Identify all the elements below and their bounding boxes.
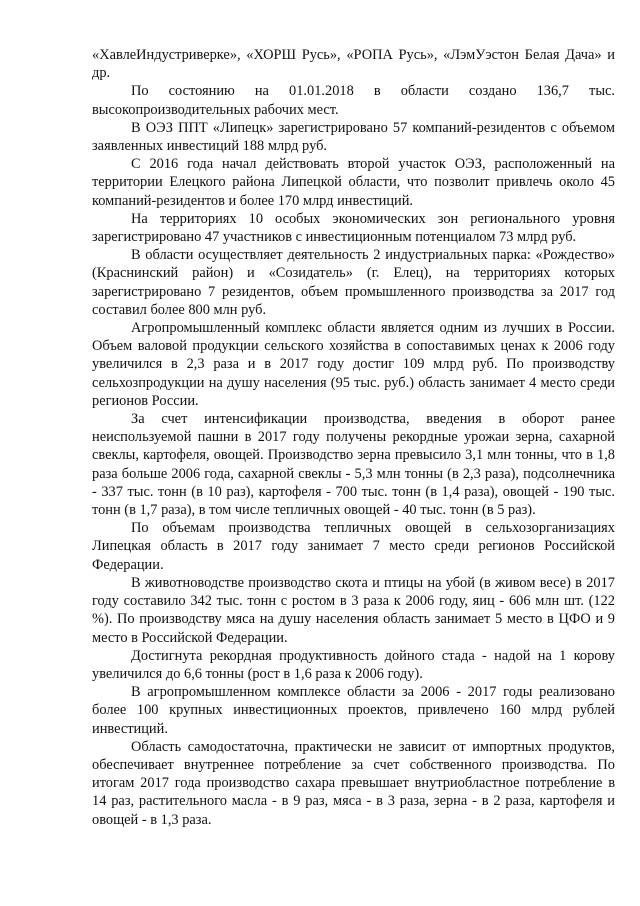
document-page <box>92 46 615 829</box>
paragraph-greenhouse-vegetables: По объемам производства тепличных овощей в сельхозорганизациях Липецкая область в 2017 году занимает 7 место среди регионов Российской Федерации. <box>92 520 615 573</box>
paragraph-jobs: По состоянию на 01.01.2018 в области создано 136,7 тыс. высокопроизводительных рабочих мест. <box>92 83 615 118</box>
paragraph-industrial-parks: В области осуществляет деятельность 2 индустриальных парка: «Рождество» (Краснинский район) и «Созидатель» (г. Елец), на территориях которых зарегистрировано 7 резидентов, объем промышленного производства за 2017 год составил более 800 млн руб. <box>92 247 615 318</box>
paragraph-residents-list: «ХавлеИндустриверке», «ХОРШ Русь», «РОПА Русь», «ЛэмУэстон Белая Дача» и др. <box>92 47 615 82</box>
paragraph-self-sufficiency: Область самодостаточна, практически не зависит от импортных продуктов, обеспечивает внутреннее потребление за счет собственного производства. По итогам 2017 года производство сахара превышает внутриобластное потребление в 14 раз, растительного масла - в 9 раз, мяса - в 3 раза, зерна - в 2 раза, картофеля и овощей - в 1,3 раза. <box>92 738 615 828</box>
paragraph-livestock: В животноводстве производство скота и птицы на убой (в живом весе) в 2017 году составило 342 тыс. тонн с ростом в 3 раза к 2006 году, яиц - 606 млн шт. (122 %). По производству мяса на душу населения область занимает 5 место в ЦФО и 9 место в Российской Федерации. <box>92 574 615 646</box>
paragraph-investment-projects: В агропромышленном комплексе области за 2006 - 2017 годы реализовано более 100 крупных инвестиционных проектов, привлечено 160 млрд рублей инвестиций. <box>92 684 615 737</box>
paragraph-oez-second-site: С 2016 года начал действовать второй участок ОЭЗ, расположенный на территории Елецкого района Липецкой области, что позволит привлечь около 45 компаний-резидентов и более 170 млрд инвестиций. <box>92 156 615 209</box>
paragraph-dairy-yield: Достигнута рекордная продуктивность дойного стада - надой на 1 корову увеличился до 6,6 тонны (рост в 1,6 раза к 2006 году). <box>92 647 615 682</box>
paragraph-harvests: За счет интенсификации производства, введения в оборот ранее неиспользуемой пашни в 2017 году получены рекордные урожаи зерна, сахарной свеклы, картофеля, овощей. Производство зерна превысило 3,1 млн тонны, что в 1,8 раза больше 2006 года, сахарной свеклы - 5,3 млн тонны (в 2,3 раза), подсолнечника - 337 тыс. тонн (в 10 раз), картофеля - 700 тыс. тонн (в 1,4 раза), овощей - 190 тыс. тонн (в 1,7 раза), в том числе тепличных овощей - 40 тыс. тонн (в 5 раз). <box>92 411 615 519</box>
paragraph-oez-lipetsk: В ОЭЗ ППТ «Липецк» зарегистрировано 57 компаний-резидентов с объемом заявленных инвестиций 188 млрд руб. <box>92 119 615 155</box>
paragraph-regional-zones: На территориях 10 особых экономических зон регионального уровня зарегистрировано 47 участников с инвестиционным потенциалом 73 млрд руб. <box>92 210 615 246</box>
paragraph-agro-complex: Агропромышленный комплекс области является одним из лучших в России. Объем валовой продукции сельского хозяйства в сопоставимых ценах к 2006 году увеличился в 2,3 раза и в 2017 году достиг 109 млрд руб. По производству сельхозпродукции на душу населения (95 тыс. руб.) область занимает 4 место среди регионов России. <box>92 320 615 409</box>
